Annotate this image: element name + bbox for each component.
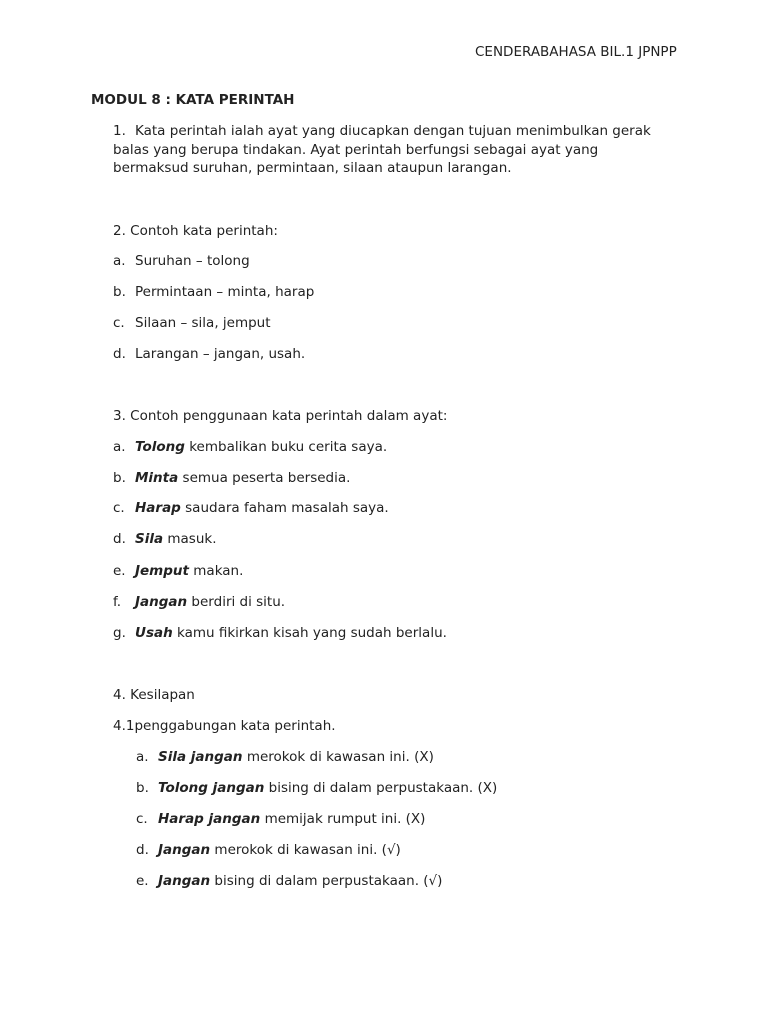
list-item: a. Sila jangan merokok di kawasan ini. (X)	[136, 749, 434, 765]
list-item: g. Usah kamu fikirkan kisah yang sudah berlalu.	[113, 625, 447, 641]
section-1-number: 1.	[113, 123, 126, 139]
list-item: d. Larangan – jangan, usah.	[113, 346, 306, 362]
command-word: Minta	[135, 470, 179, 486]
list-item: c. Harap jangan memijak rumput ini. (X)	[136, 811, 426, 827]
section-2-heading: 2. Contoh kata perintah:	[113, 223, 278, 239]
module-title: MODUL 8 : KATA PERINTAH	[91, 92, 295, 108]
list-item: e. Jangan bising di dalam perpustakaan. (√)	[136, 873, 443, 889]
command-word: Tolong jangan	[158, 780, 265, 796]
command-word: Usah	[135, 625, 173, 641]
list-item: a. Tolong kembalikan buku cerita saya.	[113, 439, 388, 455]
command-word: Sila	[135, 531, 164, 547]
command-word: Jemput	[135, 563, 189, 579]
command-word: Harap jangan	[158, 811, 261, 827]
list-item: f. Jangan berdiri di situ.	[113, 594, 286, 610]
list-item: e. Jemput makan.	[113, 563, 244, 579]
list-item: a. Suruhan – tolong	[113, 253, 250, 269]
section-4-subheading: 4.1penggabungan kata perintah.	[113, 718, 336, 734]
list-item: b. Minta semua peserta bersedia.	[113, 470, 351, 486]
section-1-line: bermaksud suruhan, permintaan, silaan ataupun larangan.	[113, 160, 512, 176]
section-1-line: balas yang berupa tindakan. Ayat perintah berfungsi sebagai ayat yang	[113, 141, 599, 158]
section-4-heading: 4. Kesilapan	[113, 687, 195, 703]
command-word: Jangan	[158, 842, 211, 858]
list-item: b. Tolong jangan bising di dalam perpustakaan. (X)	[136, 780, 498, 796]
page-header: CENDERABAHASA BIL.1 JPNPP	[475, 44, 677, 60]
list-item: d. Jangan merokok di kawasan ini. (√)	[136, 842, 401, 858]
list-item: c. Harap saudara faham masalah saya.	[113, 500, 389, 516]
command-word: Jangan	[158, 873, 211, 889]
section-1-paragraph	[113, 122, 673, 178]
list-item: d. Sila masuk.	[113, 531, 217, 547]
command-word: Harap	[135, 500, 181, 516]
section-1-line: 1. Kata perintah ialah ayat yang diucapkan dengan tujuan menimbulkan gerak	[113, 123, 651, 139]
command-word: Sila jangan	[158, 749, 243, 765]
command-word: Jangan	[135, 594, 188, 610]
command-word: Tolong	[135, 439, 185, 455]
list-item: c. Silaan – sila, jemput	[113, 315, 271, 331]
list-item: b. Permintaan – minta, harap	[113, 284, 315, 300]
section-3-heading: 3. Contoh penggunaan kata perintah dalam ayat:	[113, 408, 448, 424]
